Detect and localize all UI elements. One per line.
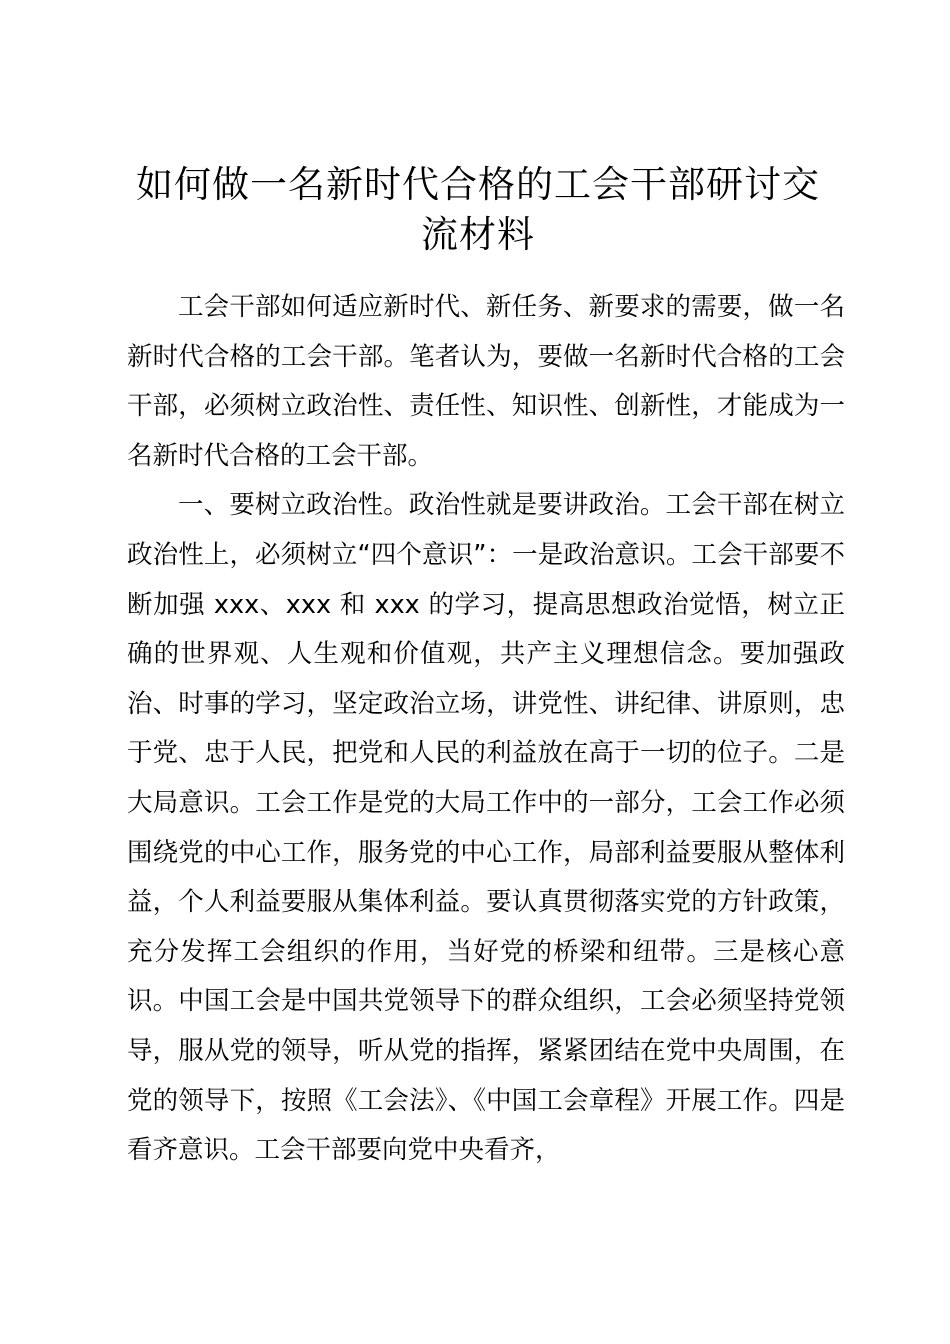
paragraph-intro: 工会干部如何适应新时代、新任务、新要求的需要，做一名新时代合格的工会干部。笔者认为，要做一名新时代合格的工会干部，必须树立政治性、责任性、知识性、创新性，才能成为一名新时代合格的工会干部。 xyxy=(127,292,845,471)
paragraph-political: 一、要树立政治性。政治性就是要讲政治。工会干部在树立政治性上，必须树立“四个意识”：一是政治意识。工会干部要不断加强 xxx、xxx 和 xxx 的学习，提高思想政治觉悟，树立正确的世界观、人生观和价值观，共产主义理想信念。要加强政治、时事的学习，坚定政治立场，讲党性、讲纪律、讲原则，忠于党、忠于人民，把党和人民的利益放在高于一切的位子。二是大局意识。工会工作是党的大局工作中的一部分，工会工作必须围绕党的中心工作，服务党的中心工作，局部利益要服从整体利益，个人利益要服从集体利益。要认真贯彻落实党的方针政策，充分发挥工会组织的作用，当好党的桥梁和纽带。三是核心意识。中国工会是中国共党领导下的群众组织，工会必须坚持党领导，服从党的领导，听从党的指挥，紧紧团结在党中央周围，在党的领导下，按照《工会法》、《中国工会章程》开展工作。四是看齐意识。工会干部要向党中央看齐， xyxy=(127,490,845,1166)
document-body xyxy=(127,283,845,1176)
document-title: 如何做一名新时代合格的工会干部研讨交流材料 xyxy=(136,163,820,256)
